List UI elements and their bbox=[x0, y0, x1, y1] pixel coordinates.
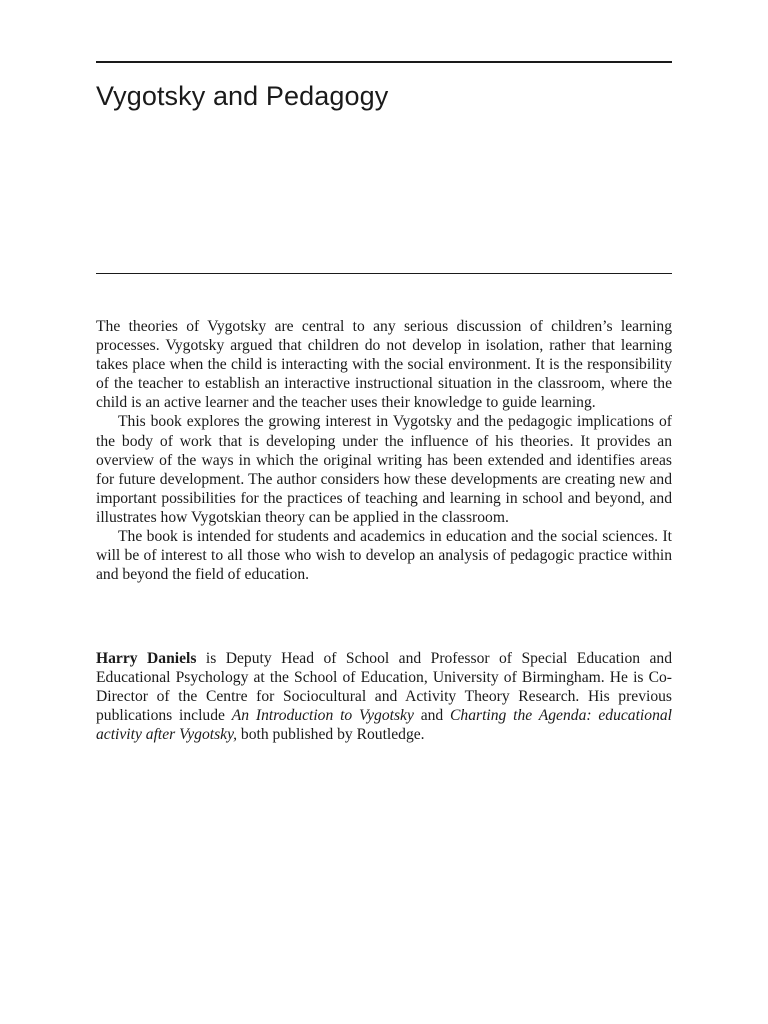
description-paragraph-2: This book explores the growing interest in Vygotsky and the pedagogic implications of the body of work that is developing under the influence of his theories. It provides an overview of the ways in which the original writing has been extended and identifies areas for future development. The author considers how these developments are creating new and important possibilities for the practices of teaching and learning in school and beyond, and illustrates how Vygotskian theory can be applied in the classroom. bbox=[96, 413, 672, 526]
author-name: Harry Daniels bbox=[96, 650, 197, 667]
description-paragraph-1: The theories of Vygotsky are central to any serious discussion of children’s learning processes. Vygotsky argued that children do not develop in isolation, rather that learning takes place when the child is interacting with the social environment. It is the responsibility of the teacher to establish an interactive instructional situation in the classroom, where the child is an active learner and the teacher uses their knowledge to guide learning. bbox=[96, 318, 672, 412]
book-title: Vygotsky and Pedagogy bbox=[96, 81, 389, 111]
bio-text-1: is Deputy Head of School and Professor of Special Education and Educational Psychology at the School of Education, University of Birmingham. He is Co-Director of the Centre for Sociocultural and Activity Theory Research. His previous publications include bbox=[96, 650, 673, 725]
top-rule bbox=[96, 61, 672, 63]
author-bio bbox=[96, 649, 672, 744]
description-paragraph-3: The book is intended for students and academics in education and the social sciences. It will be of interest to all those who wish to develop an analysis of pedagogic practice within and beyond the field of education. bbox=[96, 528, 672, 584]
book-reference-1: An Introduction to Vygotsky bbox=[231, 707, 414, 725]
middle-rule bbox=[96, 273, 672, 274]
bio-text-3: both published by Routledge. bbox=[237, 726, 425, 744]
book-description bbox=[96, 317, 672, 584]
bio-text-2: and bbox=[413, 707, 451, 725]
book-reference-2: Charting the Agenda: educational activity after Vygotsky, bbox=[96, 707, 672, 744]
